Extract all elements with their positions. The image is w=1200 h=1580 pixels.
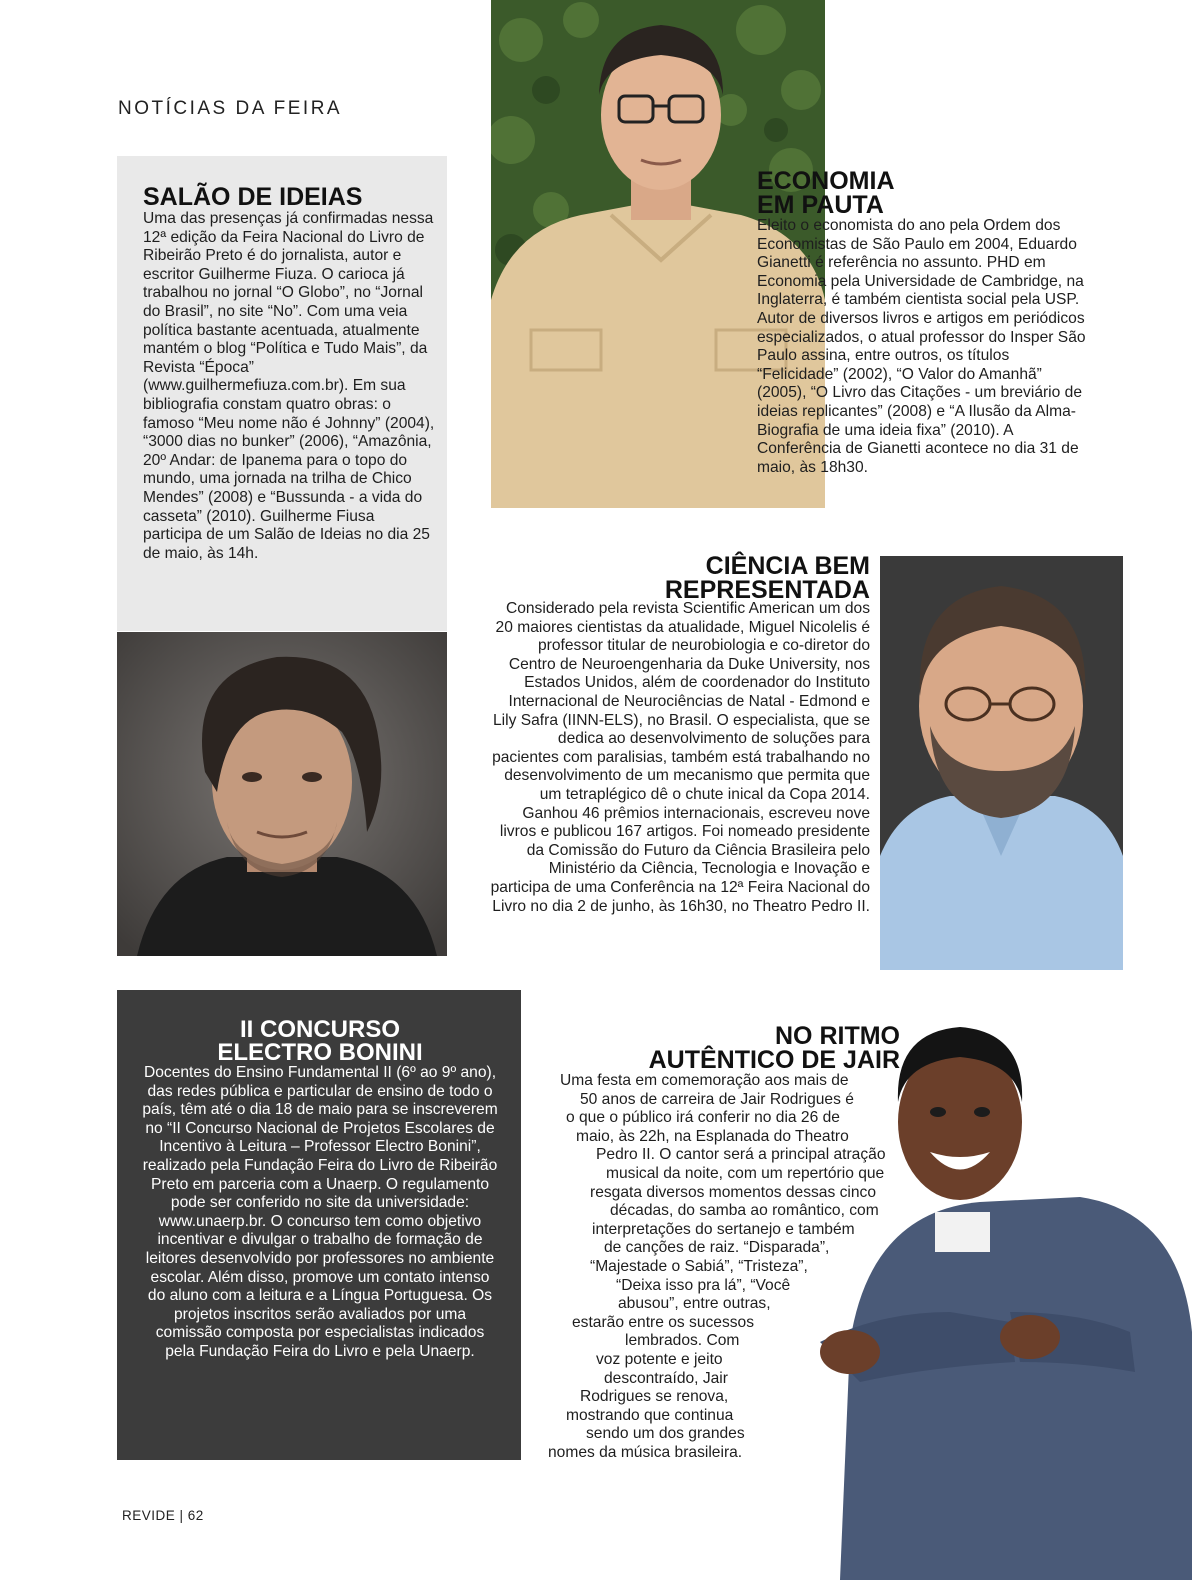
ciencia-text: Considerado pela revista Scientific American um dos 20 maiores cientistas da atualidade, Miguel Nicolelis é professor titular de neurobiologia e co-diretor do Centro de Neuroengenharia da Duke University, nos Estados Unidos, além de coordenador do Instituto Internacional de Neurociências de Natal - Edmond e Lily Safra (IINN-ELS), no Brasil. O especialista, que se dedica ao desenvolvimento de soluções para pacientes com paralisias, também está trabalhando no desenvolvimento de um mecanismo que permita que um tetraplégico dê o chute inical da Copa 2014. Ganhou 46 prêmios internacionais, escreveu nove livros e publicou 167 artigos. Foi nomeado presidente da Comissão do Futuro da Ciência Brasileira pelo Ministério da Ciência, Tecnologia e Inovação e participa de uma Conferência na 12ª Feira Nacional do Livro no dia 2 de junho, às 16h30, no Theatro Pedro II.	[490, 600, 870, 915]
ritmo-line: Rodrigues se renova,	[580, 1388, 729, 1406]
ritmo-line: o que o público irá conferir no dia 26 de	[566, 1109, 840, 1127]
ritmo-title-line2: AUTÊNTICO DE JAIR	[648, 1046, 900, 1074]
ritmo-line: resgata diversos momentos dessas cinco	[590, 1183, 877, 1201]
ritmo-title	[590, 1024, 900, 1072]
ritmo-line: musical da noite, com um repertório que	[606, 1164, 885, 1182]
salao-text: Uma das presenças já confirmadas nessa 12ª edição da Feira Nacional do Livro de Ribeirão Preto é do jornalista, autor e escritor Guilherme Fiuza. O carioca já trabalhou no jornal “O Globo”, no “Jornal do Brasil”, no site “No”. Com uma veia política bastante acentuada, atualmente mantém o blog “Política e Tudo Mais”, da Revista “Época” (www.guilhermefiuza.com.br). Em sua bibliografia constam quatro obras: o famoso “Meu nome não é Johnny” (2004), “3000 dias no bunker” (2006), “Amazônia, 20º Andar: de Ipanema para o topo do mundo, uma jornada na trilha de Chico Mendes” (2008) e “Bussunda - a vida do casseta” (2010). Guilherme Fiusa participa de um Salão de Ideias no dia 25 de maio, às 14h.	[143, 210, 435, 562]
salao-title: SALÃO DE IDEIAS	[143, 183, 363, 211]
ciencia-title-line2: REPRESENTADA	[664, 576, 870, 604]
ritmo-line: descontraído, Jair	[604, 1369, 728, 1387]
ritmo-line: décadas, do samba ao romântico, com	[610, 1202, 879, 1220]
fiuza-photo	[117, 632, 447, 956]
nicolelis-photo	[880, 556, 1123, 970]
ritmo-line: 50 anos de carreira de Jair Rodrigues é	[580, 1090, 854, 1108]
page-footer: REVIDE | 62	[122, 1508, 204, 1523]
ritmo-line: de canções de raiz. “Disparada”,	[604, 1239, 830, 1257]
economia-text: Eleito o economista do ano pela Ordem dos Economistas de São Paulo em 2004, Eduardo Gianetti é referência no assunto. PHD em Economia pela Universidade de Cambridge, na Inglaterra, é também cientista social pela USP. Autor de diversos livros e artigos em periódicos especializados, o atual professor do Insper São Paulo assina, entre outros, os títulos “Felicidade” (2002), “O Valor do Amanhã” (2005), “O Livro das Citações - um breviário de ideias replicantes” (2008) e “A Ilusão da Alma- Biografia de uma ideia fixa” (2010). A Conferência de Gianetti acontece no dia 31 de maio, às 18h30.	[757, 217, 1086, 476]
ritmo-line: interpretações do sertanejo e também	[592, 1220, 855, 1238]
ritmo-line: mostrando que continua	[566, 1406, 734, 1424]
ritmo-line: nomes da música brasileira.	[548, 1443, 743, 1461]
ritmo-line: Pedro II. O cantor será a principal atração	[596, 1146, 886, 1164]
ritmo-line: lembrados. Com	[625, 1332, 740, 1350]
ritmo-text	[540, 1072, 920, 1462]
ritmo-line: sendo um dos grandes	[586, 1425, 745, 1443]
section-label: NOTÍCIAS DA FEIRA	[118, 98, 343, 119]
ritmo-line: abusou”, entre outras,	[618, 1295, 771, 1313]
economia-title-line2: EM PAUTA	[757, 191, 884, 219]
concurso-title-line2: ELECTRO BONINI	[217, 1039, 423, 1066]
ritmo-line: Uma festa em comemoração aos mais de	[560, 1072, 849, 1089]
ciencia-title	[580, 554, 870, 602]
ritmo-line: “Majestade o Sabiá”, “Tristeza”,	[590, 1257, 808, 1275]
ritmo-line: “Deixa isso pra lá”, “Você	[616, 1276, 791, 1294]
ritmo-title-line1: NO RITMO	[775, 1022, 900, 1050]
economia-title-line1: ECONOMIA	[757, 167, 895, 195]
ritmo-line: maio, às 22h, na Esplanada do Theatro	[576, 1127, 849, 1145]
economia-title	[757, 169, 895, 217]
ciencia-title-line1: CIÊNCIA BEM	[705, 552, 870, 580]
concurso-title-line1: II CONCURSO	[239, 1016, 400, 1043]
concurso-text: Docentes do Ensino Fundamental II (6º ao 9º ano), das redes pública e particular de ensino de todo o país, têm até o dia 18 de maio para se inscreverem no “II Concurso Nacional de Projetos Escolares de Incentivo à Leitura – Professor Electro Bonini”, realizado pela Fundação Feira do Livro de Ribeirão Preto em parceria com a Unaerp. O regulamento pode ser conferido no site da universidade: www.unaerp.br. O concurso tem como objetivo incentivar e divulgar o trabalho de formação de leitores desenvolvido por professores no ambiente escolar. Além disso, promove um contato intenso do aluno com a leitura e a Língua Portuguesa. Os projetos inscritos serão avaliados por uma comissão composta por especialistas indicados pela Fundação Feira do Livro e pela Unaerp.	[142, 1064, 498, 1360]
concurso-title	[140, 1018, 500, 1064]
ritmo-line: voz potente e jeito	[596, 1350, 723, 1368]
ritmo-line: estarão entre os sucessos	[572, 1313, 755, 1331]
